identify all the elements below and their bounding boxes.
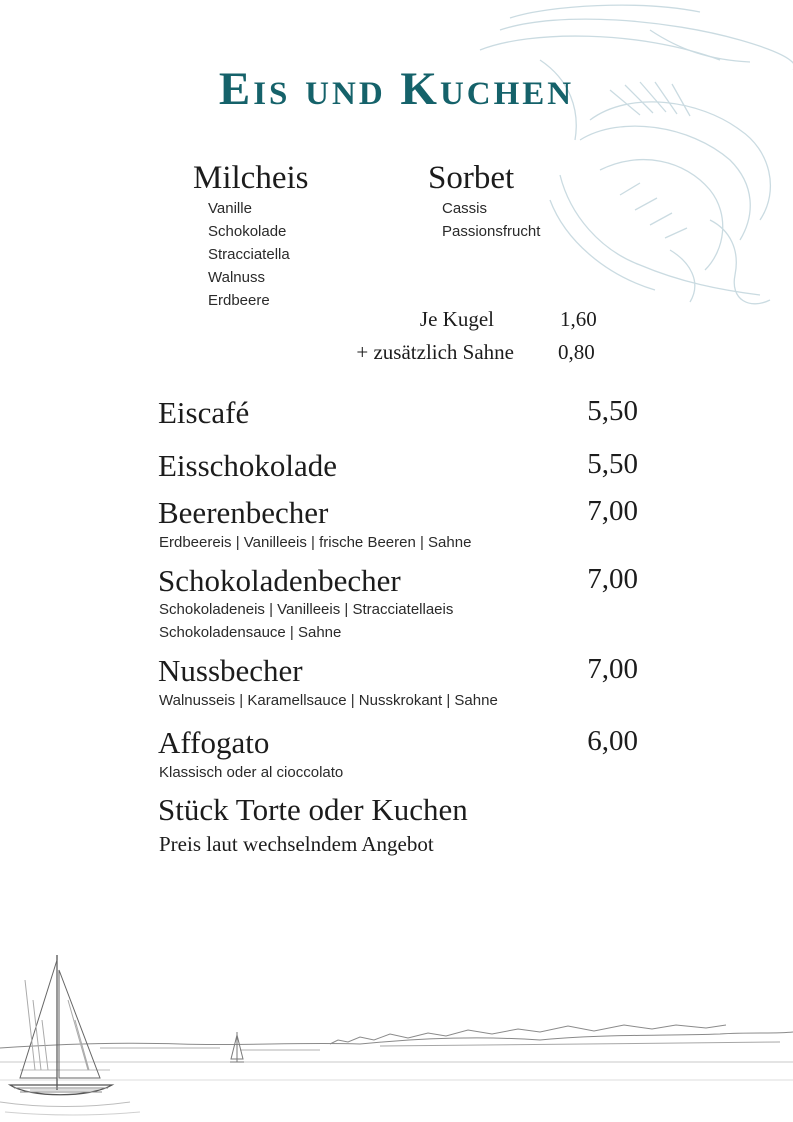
sorbet-heading: Sorbet <box>428 160 515 196</box>
flavor-item: Passionsfrucht <box>442 223 541 240</box>
item-price: 5,50 <box>587 448 638 480</box>
item-price: 7,00 <box>587 495 638 527</box>
item-name: Beerenbecher <box>158 495 329 530</box>
flavor-item: Walnuss <box>208 269 265 286</box>
item-name: Schokoladenbecher <box>158 563 401 598</box>
item-price: 7,00 <box>587 563 638 595</box>
sorbet-flavor-list <box>442 197 540 243</box>
sailboat-sketch-icon <box>0 940 793 1122</box>
item-name: Affogato <box>158 725 270 760</box>
item-name: Stück Torte oder Kuchen <box>158 792 468 827</box>
item-description: Schokoladeneis | Vanilleeis | Stracciatellaeis <box>159 601 454 618</box>
flavor-item: Schokolade <box>208 223 287 240</box>
scoop-price: 1,60 <box>560 307 597 331</box>
item-description: Erdbeereis | Vanilleeis | frische Beeren | Sahne <box>159 534 472 551</box>
item-description: Klassisch oder al cioccolato <box>159 764 344 781</box>
cream-price: 0,80 <box>558 340 595 364</box>
scoop-price-label-text: Je Kugel <box>419 307 494 331</box>
item-price: 5,50 <box>587 395 638 427</box>
item-price: 7,00 <box>587 653 638 685</box>
flavor-item: Vanille <box>208 200 252 217</box>
item-name: Eisschokolade <box>158 448 338 483</box>
page-title: Eis und Kuchen <box>218 63 575 115</box>
item-description: Schokoladensauce | Sahne <box>159 624 342 641</box>
cake-price-note: Preis laut wechselndem Angebot <box>159 832 434 856</box>
item-price: 6,00 <box>587 725 638 757</box>
item-description: Walnusseis | Karamellsauce | Nusskrokant | Sahne <box>159 692 498 709</box>
item-name: Nussbecher <box>158 653 303 688</box>
milcheis-heading: Milcheis <box>193 160 309 196</box>
flavor-item: Cassis <box>442 200 488 217</box>
flavor-item: Stracciatella <box>208 246 290 263</box>
item-name: Eiscafé <box>158 395 250 430</box>
flavor-item: Erdbeere <box>208 292 270 309</box>
milcheis-flavor-list <box>208 197 290 312</box>
cream-price-label-text: + zusätzlich Sahne <box>356 340 514 364</box>
